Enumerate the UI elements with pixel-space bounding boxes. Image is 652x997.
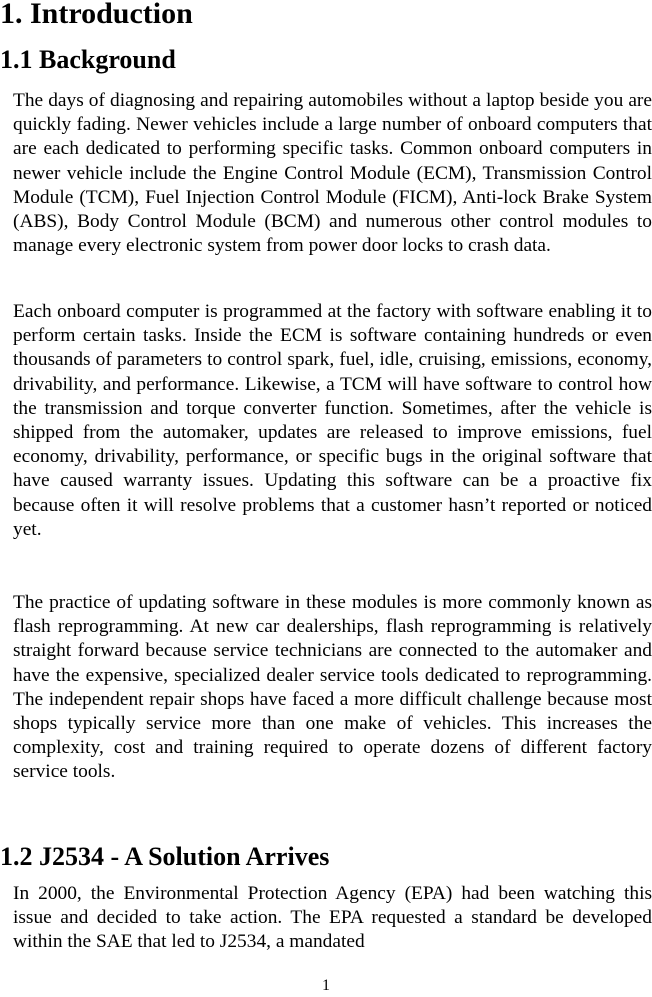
paragraph: In 2000, the Environmental Protection Agency (EPA) had been watching this issue and decided to take action. The EPA requested a standard be developed within the SAE that led to J2534, a mandated <box>13 883 652 953</box>
paragraph: The practice of updating software in these modules is more commonly known as flash reprogramming. At new car dealerships, flash reprogramming is relatively straight forward because service technicians are connected to the automaker and have the expensive, specialized dealer service tools dedicated to reprogramming. The independent repair shops have faced a more difficult challenge because most shops typically service more than one make of vehicles. This increases the complexity, cost and training required to operate dozens of different factory service tools. <box>13 592 652 783</box>
section-heading-j2534: 1.2 J2534 - A Solution Arrives <box>0 842 330 871</box>
page-number: 1 <box>322 977 330 994</box>
section-heading-background: 1.1 Background <box>0 45 176 74</box>
chapter-title: 1. Introduction <box>0 0 193 30</box>
paragraph: The days of diagnosing and repairing automobiles without a laptop beside you are quickly fading. Newer vehicles include a large number of onboard computers that are each dedicated to performing specific tasks. Common onboard computers in newer vehicle include the Engine Control Module (ECM), Transmission Control Module (TCM), Fuel Injection Control Module (FICM), Anti-lock Brake System (ABS), Body Control Module (BCM) and numerous other control modules to manage every electronic system from power door locks to crash data. <box>13 90 652 257</box>
paragraph: Each onboard computer is programmed at the factory with software enabling it to perform certain tasks. Inside the ECM is software containing hundreds or even thousands of parameters to control spark, fuel, idle, cruising, emissions, economy, drivability, and performance. Likewise, a TCM will have software to control how the transmission and torque converter function. Sometimes, after the vehicle is shipped from the automaker, updates are released to improve emissions, fuel economy, drivability, performance, or specific bugs in the original software that have caused warranty issues. Updating this software can be a proactive fix because often it will resolve problems that a customer hasn’t reported or noticed yet. <box>13 301 652 540</box>
